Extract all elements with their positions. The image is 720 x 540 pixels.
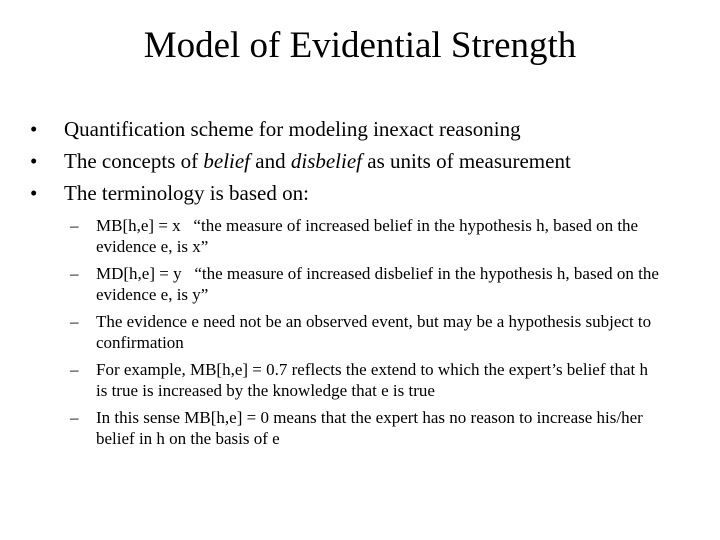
sub-bullet-mark: – <box>70 216 79 235</box>
bullet-mark: • <box>30 149 38 173</box>
sub-bullet-mark: – <box>70 360 79 379</box>
bullet-item <box>30 145 690 177</box>
sub-bullet-item <box>64 263 661 305</box>
sub-bullet-mark: – <box>70 264 79 283</box>
bullet-item <box>30 177 690 449</box>
bullet-item <box>30 113 690 145</box>
sub-bullet-mark: – <box>70 312 79 331</box>
bullet-text-post: as units of measurement <box>362 149 571 173</box>
bullet-text-mid: and <box>250 149 291 173</box>
belief-term: belief <box>203 149 251 173</box>
bullet-mark: • <box>30 181 38 205</box>
bullet-text-pre: The concepts of <box>64 149 204 173</box>
sub-bullet-text: “the measure of increased disbelief in the hypothesis h, based on the evidence e, is y” <box>96 264 659 304</box>
slide-title: Model of Evidential Strength <box>143 25 577 66</box>
sub-bullet-item <box>64 407 661 449</box>
formula: MD[h,e] = y <box>96 264 195 283</box>
sub-bullet-mark: – <box>70 408 79 427</box>
sub-bullet-item <box>64 311 661 353</box>
sub-bullet-text: In this sense MB[h,e] = 0 means that the expert has no reason to increase his/her belief in h on the basis of e <box>96 408 643 448</box>
bullet-list <box>30 113 690 455</box>
formula: MB[h,e] = x <box>96 216 194 235</box>
sub-bullet-item <box>64 359 661 401</box>
sub-bullet-text: The evidence e need not be an observed event, but may be a hypothesis subject to confirmation <box>96 312 652 352</box>
disbelief-term: disbelief <box>290 149 363 173</box>
sub-bullet-item <box>64 215 661 257</box>
bullet-text: Quantification scheme for modeling inexact reasoning <box>64 117 521 141</box>
sub-bullet-text: For example, MB[h,e] = 0.7 reflects the extend to which the expert’s belief that h is true is increased by the knowledge that e is true <box>96 360 649 400</box>
sub-bullet-text: “the measure of increased belief in the hypothesis h, based on the evidence e, is x” <box>96 216 639 256</box>
bullet-mark: • <box>30 117 38 141</box>
bullet-text: The terminology is based on: <box>64 181 309 205</box>
sub-bullet-list <box>64 215 690 449</box>
